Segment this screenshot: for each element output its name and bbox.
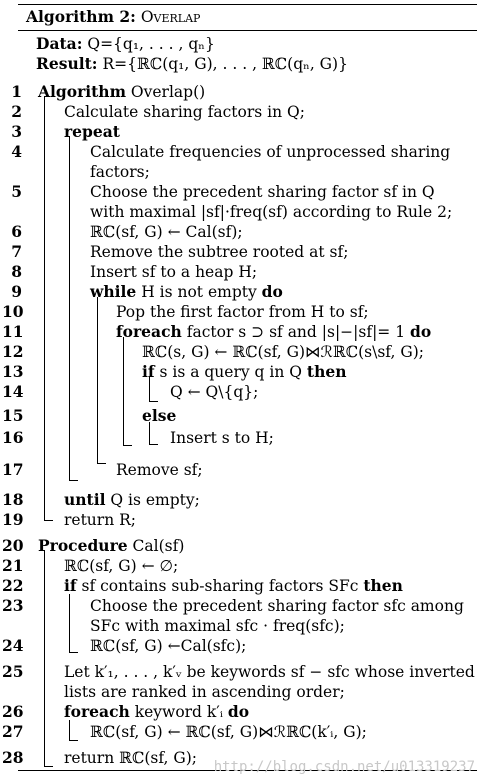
keyword: do [261,282,283,301]
line-text: Insert sf to a heap H; [90,263,258,281]
line-number: 9 [11,282,22,301]
line-text: with maximal |sf|·freq(sf) according to Rule 2; [90,203,453,221]
result-line [36,54,348,74]
algorithm-block-bar [44,96,45,520]
if-block-bar [69,594,70,652]
line-text: Pop the first factor from H to sf; [116,303,369,321]
foreach-end-tick [123,445,132,446]
line-text: H is not empty [136,283,262,301]
keyword: Algorithm [38,82,126,101]
keyword: then [363,576,403,595]
line-text: factors; [90,163,150,181]
line-number: 15 [2,406,24,425]
line-number: 10 [2,302,24,321]
keyword: while [90,282,137,301]
foreach2-block-bar [69,720,70,740]
else-block-bar [149,422,150,444]
line-number: 18 [2,490,24,509]
line-text: Remove sf; [116,461,203,479]
algorithm-caption [26,7,200,27]
line-text: Cal(sf) [127,537,185,555]
line-text: Calculate sharing factors in Q; [64,103,305,121]
line-text: Calculate frequencies of unprocessed sharing [90,143,451,161]
line-text: Choose the precedent sharing factor sfc among [90,597,464,615]
line-number: 4 [11,142,22,161]
keyword: foreach [64,702,130,721]
watermark: http://blog.csdn.net/u013319237 [213,759,475,775]
keyword: if [64,576,77,595]
keyword: then [306,362,347,381]
repeat-end-tick [69,480,78,481]
result-label: Result: [36,54,98,73]
line-number: 22 [2,576,24,595]
keyword: repeat [64,122,120,141]
line-text: Remove the subtree rooted at sf; [90,243,349,261]
data-label: Data: [36,34,83,53]
line-text: Q is empty; [105,491,200,509]
line-number: 8 [11,262,22,281]
line-number: 27 [2,722,24,741]
foreach-block-bar [123,337,124,445]
algorithm-box [2,4,477,772]
line-number: 3 [11,122,22,141]
keyword: Procedure [38,536,128,555]
line-text: s is a query q in Q [154,363,307,381]
line-text: return ℝℂ(sf, G); [64,749,198,767]
top-rule [18,4,477,5]
line-number: 5 [11,182,22,201]
line-number: 24 [2,636,24,655]
line-text: Q ← Q\{q}; [170,383,259,401]
repeat-block-bar [69,136,70,480]
line-number: 16 [2,428,24,447]
while-end-tick [97,463,106,464]
caption-prefix: Algorithm 2: [26,7,136,26]
block-end-tick [44,520,53,521]
data-line [36,34,215,54]
while-block-bar [97,297,98,463]
line-number: 7 [11,242,22,261]
keyword: foreach [116,322,182,341]
then-block-bar [149,377,150,401]
line-number: 2 [11,102,22,121]
line-text: SFc with maximal sfc · freq(sfc); [90,617,345,635]
keyword: else [142,406,177,425]
line-number: 1 [11,82,22,101]
caption-name: Overlap [140,8,201,26]
line-number: 19 [2,510,24,529]
else-end-tick [149,444,158,445]
line-number: 17 [2,460,24,479]
line-text: Overlap() [125,83,206,101]
line-number: 14 [2,382,24,401]
keyword: do [227,702,250,721]
then-end-tick [149,401,158,402]
if-end-tick [69,652,78,653]
line-number: 28 [2,748,24,767]
line-text: factor s ⊃ sf and |s|−|sf|= 1 [181,323,410,341]
line-number: 20 [2,536,24,555]
line-number: 12 [2,342,24,361]
line-text: ℝℂ(sf, G) ←Cal(sfc); [90,637,247,655]
line-text: ℝℂ(sf, G) ← ℝℂ(sf, G)⋈ℛℝℂ(k′ᵢ, G); [90,723,367,741]
result-text: R={ℝℂ(q₁, G), . . . , ℝℂ(qₙ, G)} [102,55,348,73]
line-text: ℝℂ(sf, G) ← ∅; [64,557,179,575]
keyword: until [64,490,106,509]
line-number: 11 [2,322,24,341]
foreach2-end-tick [69,740,78,741]
line-text: ℝℂ(s, G) ← ℝℂ(sf, G)⋈ℛℝℂ(s\sf, G); [142,343,424,361]
procedure-block-bar [44,550,45,766]
line-text: Let k′₁, . . . , k′ᵥ be keywords sf − sfc whose inverted [64,663,475,681]
procedure-end-tick [44,766,53,767]
keyword: if [142,362,155,381]
line-text: Choose the precedent sharing factor sf in Q [90,183,435,201]
line-text: ℝℂ(sf, G) ← Cal(sf); [90,223,243,241]
line-text: lists are ranked in ascending order; [64,683,345,701]
line-number: 6 [11,222,22,241]
line-text: sf contains sub-sharing factors SFc [76,577,364,595]
line-number: 13 [2,362,24,381]
line-text: return R; [64,511,137,529]
keyword: do [410,322,432,341]
caption-rule [18,30,477,31]
line-number: 26 [2,702,24,721]
line-number: 25 [2,662,24,681]
line-number: 23 [2,596,24,615]
line-text: Insert s to H; [170,429,274,447]
data-text: Q={q₁, . . . , qₙ} [87,35,215,53]
line-text: keyword k′ᵢ [129,703,228,721]
line-number: 21 [2,556,24,575]
